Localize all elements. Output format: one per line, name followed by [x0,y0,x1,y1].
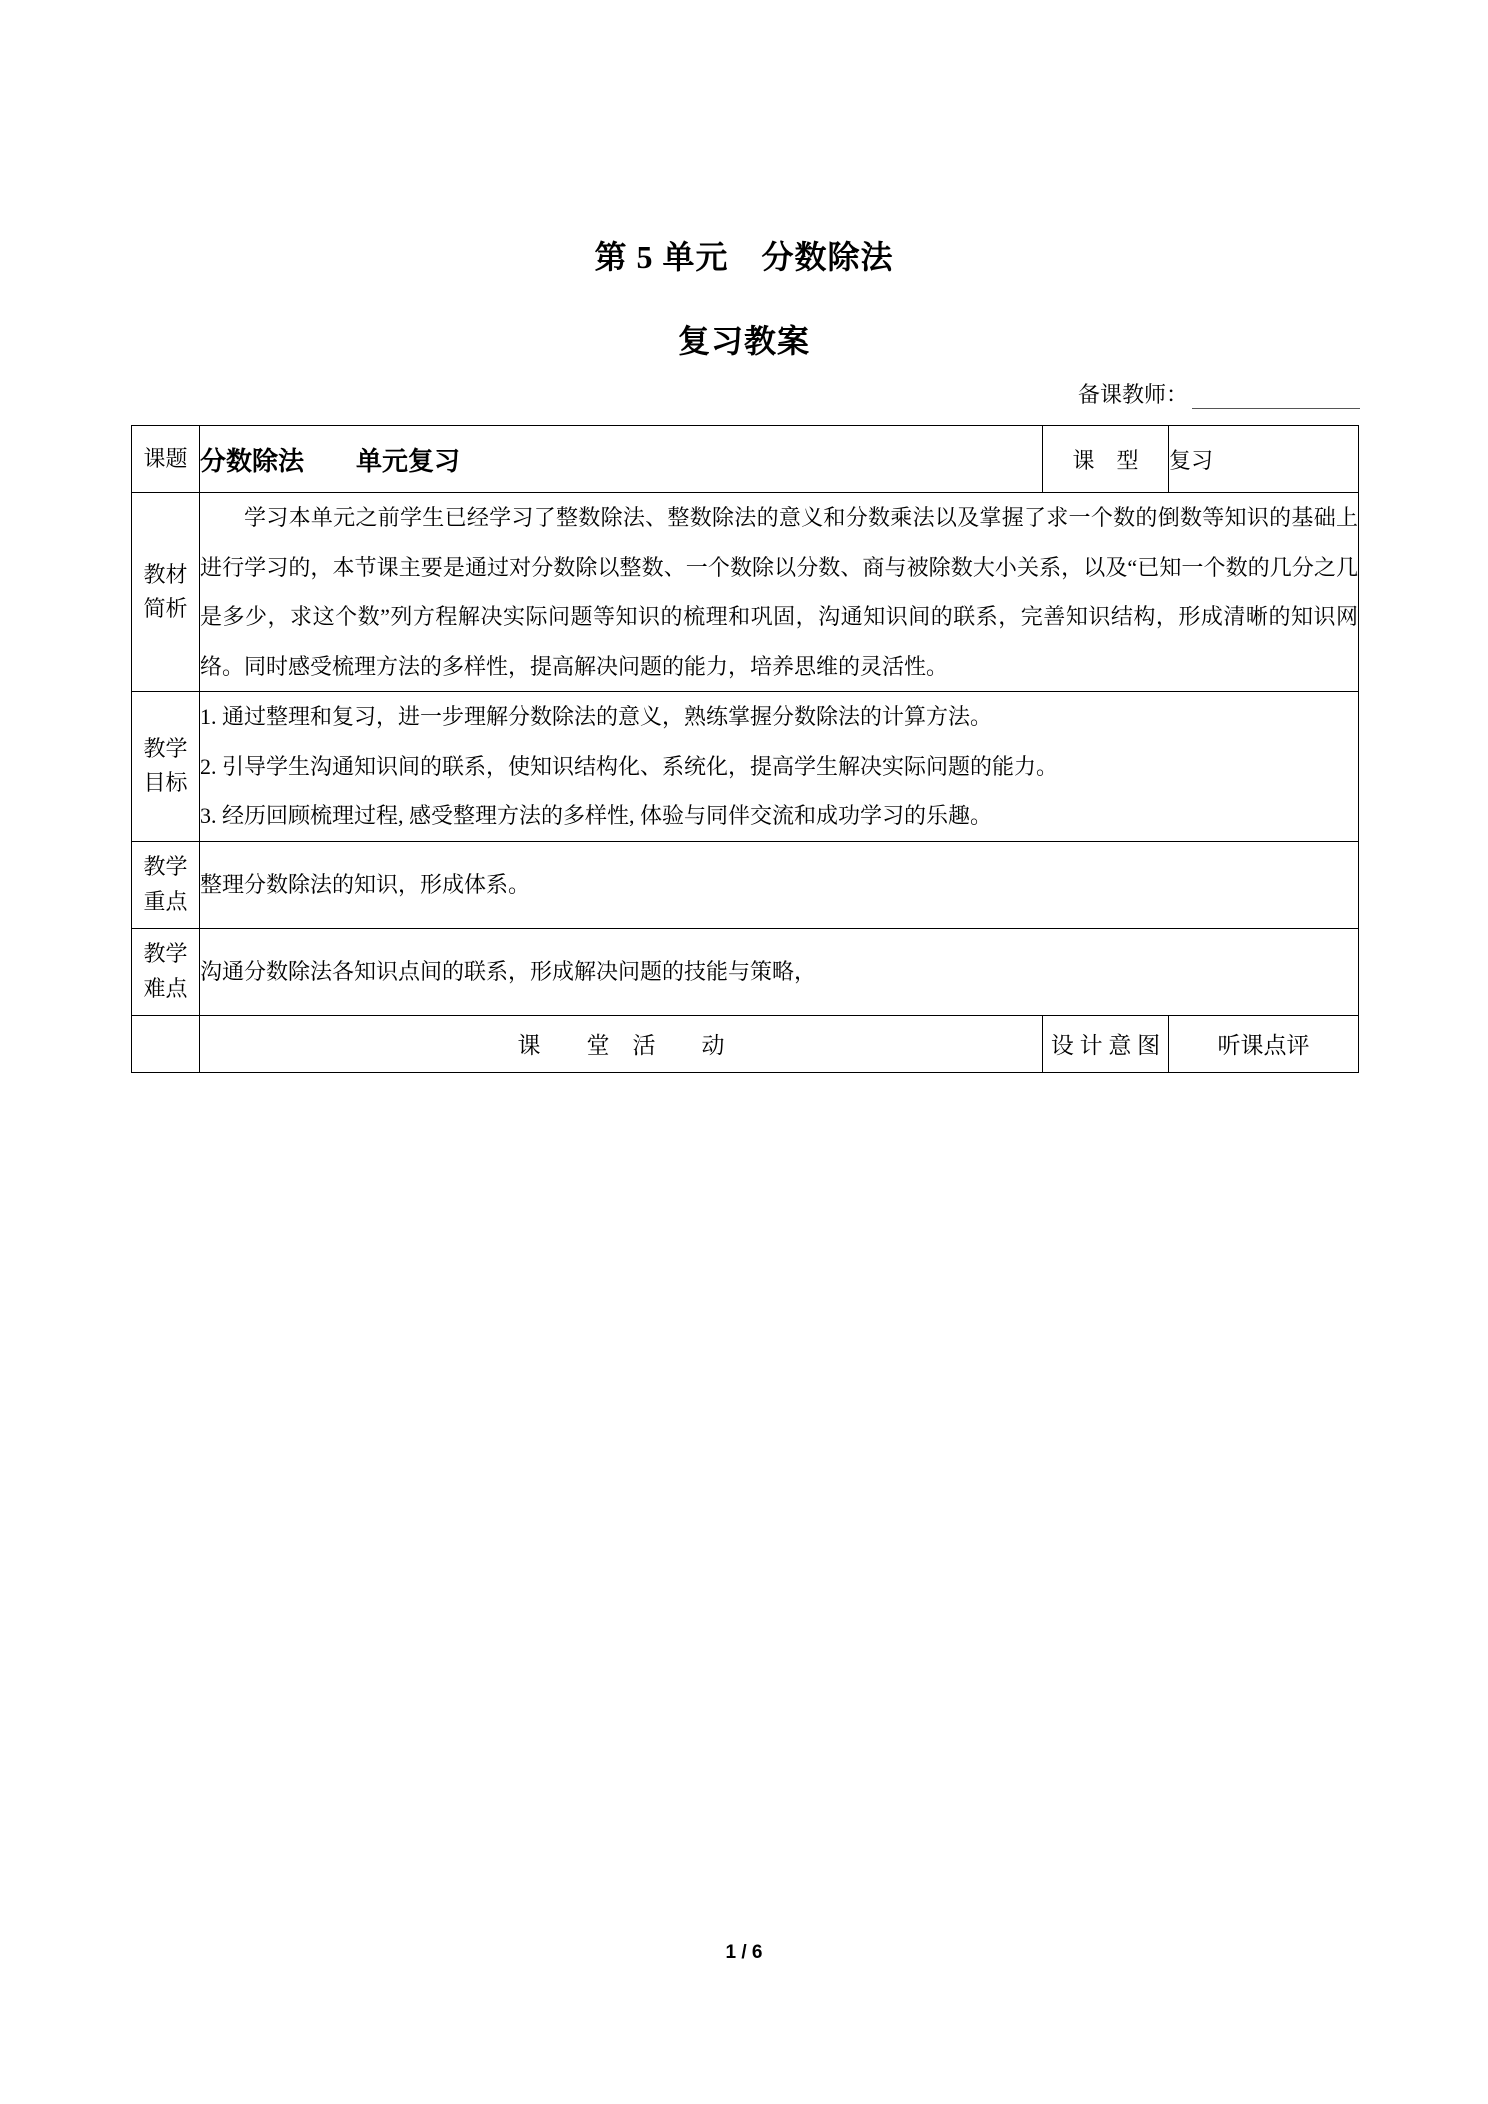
table-row-activity-header [132,1015,1359,1072]
teaching-goals-label [132,692,200,842]
difficult-point-label [132,928,200,1015]
table-row-key-point [132,841,1359,928]
topic-value: 分数除法 单元复习 [200,426,1043,493]
teaching-goals-label-line2: 目标 [143,770,188,796]
page-subtitle: 复习教案 [677,323,810,359]
key-point-label-line2: 重点 [143,888,188,914]
activity-blank-cell [132,1015,200,1072]
design-intent-header-label: 设 计 意 图 [1043,1015,1169,1072]
prep-teacher-input[interactable] [1192,386,1360,409]
table-row-material-analysis [132,493,1359,692]
topic-label: 课题 [132,426,200,493]
material-analysis-paragraph: 学习本单元之前学生已经学习了整数除法、整数除法的意义和分数乘法以及掌握了求一个数的倒数等知识的基础上进行学习的，本节课主要是通过对分数除以整数、一个数除以分数、商与被除数大小关系，以及“已知一个数的几分之几是多少，求这个数”列方程解决实际问题等知识的梳理和巩固，沟通知识间的联系，完善知识结构，形成清晰的知识网络。同时感受梳理方法的多样性，提高解决问题的能力，培养思维的灵活性。 [200,505,1358,679]
material-analysis-label-line2: 简析 [143,596,188,621]
course-type-value: 复习 [1169,426,1359,493]
page-footer: 1 / 6 [725,1942,763,1963]
material-analysis-content [200,493,1359,692]
key-point-content: 整理分数除法的知识，形成体系。 [200,841,1359,928]
course-type-label: 课 型 [1043,426,1169,493]
teaching-goal-item: 2. 引导学生沟通知识间的联系，使知识结构化、系统化，提高学生解决实际问题的能力。 [200,753,1059,779]
table-row-difficult-point [132,928,1359,1015]
page-title: 第 5 单元 分数除法 [594,239,894,275]
difficult-point-label-line2: 难点 [143,975,188,1001]
activity-header-label: 课 堂 活 动 [200,1015,1043,1072]
material-analysis-label-line1: 教材 [143,561,188,587]
teaching-goal-item: 1. 通过整理和复习，进一步理解分数除法的意义，熟练掌握分数除法的计算方法。 [200,704,993,729]
difficult-point-content: 沟通分数除法各知识点间的联系，形成解决问题的技能与策略， [200,928,1359,1015]
teaching-goals-label-line1: 教学 [143,736,188,762]
prep-teacher-label: 备课教师： [1077,382,1188,407]
difficult-point-label-line1: 教学 [143,941,188,967]
table-row-topic [132,426,1359,493]
teaching-goals-content [200,692,1359,842]
key-point-label-line1: 教学 [143,854,188,880]
table-row-teaching-goals [132,692,1359,842]
lesson-plan-table [131,425,1359,1073]
teaching-goal-item: 3. 经历回顾梳理过程, 感受整理方法的多样性, 体验与同伴交流和成功学习的乐趣。 [200,803,993,828]
material-analysis-label [132,493,200,692]
lesson-review-header-label: 听课点评 [1169,1015,1359,1072]
prep-teacher-field [1078,378,1360,409]
key-point-label [132,841,200,928]
